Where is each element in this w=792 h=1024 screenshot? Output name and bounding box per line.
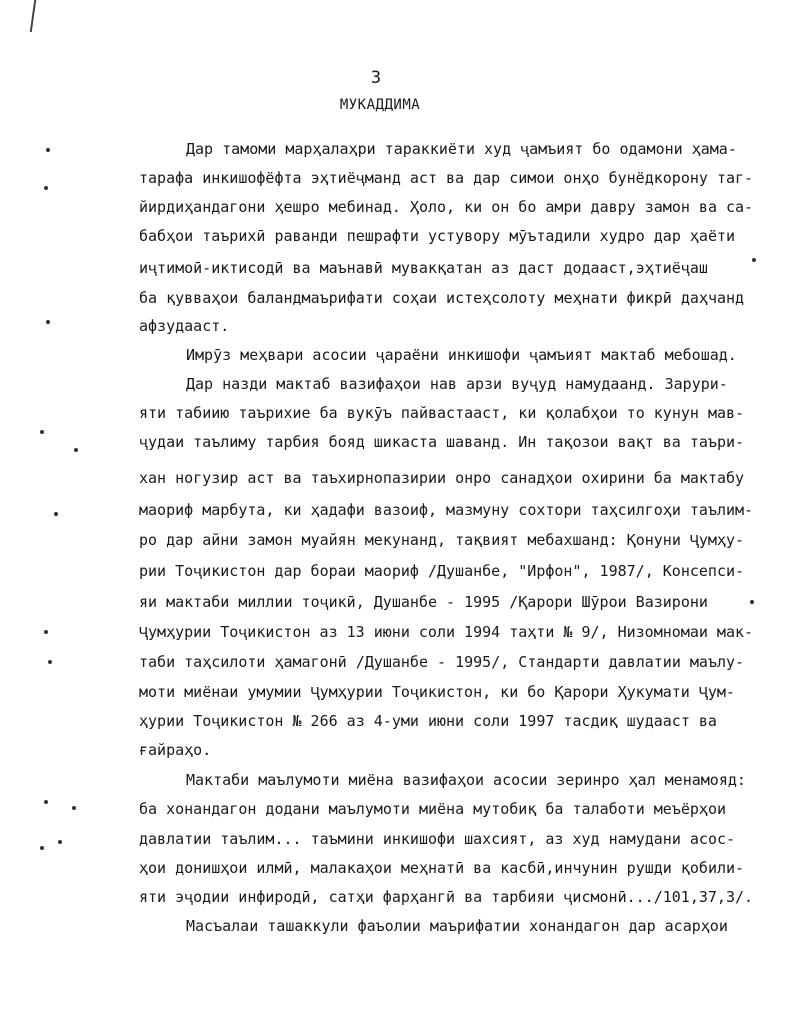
text-line: Дар тамоми марҳалаҳри тараккиёти худ ҷамъият бо одамони ҳама- xyxy=(186,140,737,158)
text-line: яи мактаби миллии тоҷикӣ, Душанбе - 1995 /Қарори Шӯрои Вазирони xyxy=(139,593,708,611)
scan-speck xyxy=(46,148,50,152)
text-line: йирдиҳандагони ҳешро мебинад. Ҳоло, ки он бо амри давру замон ва сa- xyxy=(139,198,754,216)
text-line: яти табиию таърихие ба вукӯъ пайвастааст, ки қолабҳои то кунун мав- xyxy=(139,404,745,422)
text-line: ҳурии Тоҷикистон № 266 аз 4-уми июни соли 1997 тасдиқ шудааст ва xyxy=(139,712,717,730)
scan-speck xyxy=(44,186,48,190)
text-line: рии Тоҷикистон дар бораи маориф /Душанбе, "Ирфон", 1987/, Консепси- xyxy=(139,562,745,580)
text-line: тарафа инкишофёфта эҳтиёҷманд аст ва дар симои онҳо бунёдкорону таг- xyxy=(139,169,754,187)
text-line: Мактаби маълумоти миёна вазифаҳои асосии зеринро ҳал менамояд: xyxy=(186,771,746,789)
scan-speck xyxy=(46,320,50,324)
text-line: маориф марбута, ки ҳадафи вазоиф, мазмуну сохтори таҳсилгоҳи таълим- xyxy=(139,501,754,519)
text-line: ғайраҳо. xyxy=(139,741,212,759)
scan-speck xyxy=(44,800,48,804)
text-line: таби таҳсилоти ҳамагонӣ /Душанбе - 1995/, Стандарти давлатии маълу- xyxy=(139,653,745,671)
scan-speck xyxy=(44,630,48,634)
text-line: Ҷумҳурии Тоҷикистон аз 13 июни соли 1994 таҳти № 9/, Низомномаи мак- xyxy=(139,623,754,641)
scan-speck xyxy=(74,448,78,452)
scan-speck xyxy=(752,258,756,262)
scan-speck xyxy=(48,660,52,664)
text-line: ҳои донишҳои илмӣ, малакаҳои меҳнатӣ ва касбӣ,инчунин рушди қобили- xyxy=(139,859,745,877)
page-title: МУКАДДИМА xyxy=(339,97,421,113)
text-line: афзудааст. xyxy=(139,317,230,335)
scan-speck xyxy=(750,600,754,604)
text-line: яти эҷодии инфиродӣ, сатҳи фарҳангӣ ва тарбияи ҷисмонӣ.../101,37,3/. xyxy=(139,888,754,906)
scan-speck xyxy=(72,806,76,810)
scan-speck xyxy=(40,846,44,850)
text-line: ҷудаи таълиму тарбия бояд шикаста шаванд. Ин тақозои вақт ва таъри- xyxy=(139,433,745,451)
scan-speck xyxy=(58,840,62,844)
text-line: бабҳои таърихӣ раванди пешрафти устувору мӯътадили худро дар ҳаёти xyxy=(139,227,736,245)
text-line: давлатии таълим... таъмини инкишофи шахсият, аз худ намудани асос- xyxy=(139,830,736,848)
text-line: ба хонандагон додани маълумоти миёна мутобиқ ба талаботи меъёрҳои xyxy=(139,800,726,818)
text-line: ро дар айни замон муайян мекунанд, тақвият мебахшанд: Қонуни Ҷумҳу- xyxy=(139,531,745,549)
page-edge-stroke xyxy=(30,0,36,32)
text-line: Имрӯз меҳвари асосии ҷараёни инкишофи ҷамъият мактаб мебошад. xyxy=(186,346,737,364)
page-number: 3 xyxy=(370,68,382,88)
scan-speck xyxy=(40,430,44,434)
text-line: Масъалаи ташаккули фаъолии маърифатии хонандагон дар асарҳои xyxy=(186,917,728,935)
text-line: Дар назди мактаб вазифаҳои нав арзи вуҷуд намудаанд. Зарури- xyxy=(186,375,728,393)
text-line: моти миёнаи умумии Ҷумҳурии Тоҷикистон, ки бо Қарори Ҳукумати Ҷум- xyxy=(139,683,735,701)
text-line: хан ногузир аст ва таъхирнопазирии онро санадҳои охирини ба мактабу xyxy=(139,469,745,487)
text-line: иҷтимоӣ-иктисодӣ ва маънавӣ мувакқатан аз даст додааст,эҳтиёҷаш xyxy=(139,259,708,277)
text-line: ба қувваҳои баландмаърифати соҳаи истеҳсолоту меҳнати фикрӣ даҳчанд xyxy=(139,289,745,307)
scan-speck xyxy=(54,512,58,516)
